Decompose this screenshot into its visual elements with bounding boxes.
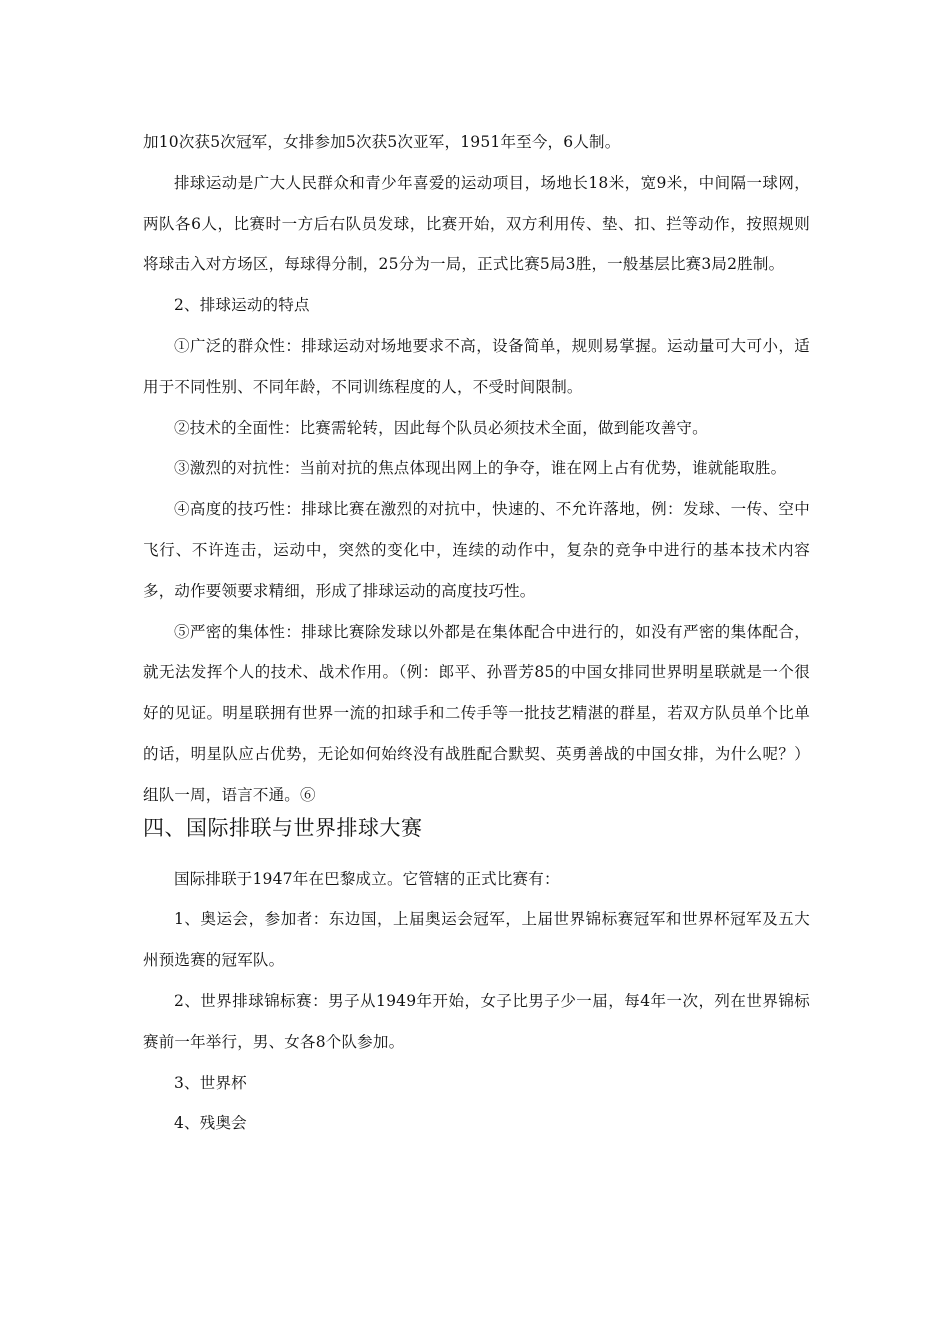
subheading-characteristics: 2、排球运动的特点 xyxy=(174,296,310,315)
list-item-world-championship: 2、世界排球锦标赛：男子从1949年开始，女子比男子少一届，每4年一次，列在世界锦标赛前一年举行，男、女各8个队参加。 xyxy=(143,991,810,1051)
paragraph-feature-4: ④高度的技巧性：排球比赛在激烈的对抗中，快速的、不允许落地，例：发球、一传、空中飞行、不许连击，运动中，突然的变化中，连续的动作中，复杂的竞争中进行的基本技术内容多，动作要领要求精细，形成了排球运动的高度技巧性。 xyxy=(143,500,810,600)
list-item-paralympics: 4、残奥会 xyxy=(174,1114,247,1133)
list-item-world-cup: 3、世界杯 xyxy=(174,1073,247,1092)
paragraph-fivb-intro: 国际排联于1947年在巴黎成立。它管辖的正式比赛有： xyxy=(174,869,560,888)
document-body xyxy=(143,122,810,1144)
paragraph-feature-3: ③激烈的对抗性：当前对抗的焦点体现出网上的争夺，谁在网上占有优势，谁就能取胜。 xyxy=(174,459,787,478)
list-item-olympics: 1、奥运会，参加者：东边国，上届奥运会冠军，上届世界锦标赛冠军和世界杯冠军及五大州预选赛的冠军队。 xyxy=(143,910,810,970)
paragraph-volleyball-intro: 排球运动是广大人民群众和青少年喜爱的运动项目，场地长18米，宽9米，中间隔一球网，两队各6人，比赛时一方后右队员发球，比赛开始，双方利用传、垫、扣、拦等动作，按照规则将球击入对方场区，每球得分制，25分为一局，正式比赛5局3胜，一般基层比赛3局2胜制。 xyxy=(143,173,810,274)
paragraph-feature-1: ①广泛的群众性：排球运动对场地要求不高，设备简单，规则易掌握。运动量可大可小，适用于不同性别、不同年龄，不同训练程度的人，不受时间限制。 xyxy=(143,336,810,396)
paragraph-feature-2: ②技术的全面性：比赛需轮转，因此每个队员必须技术全面，做到能攻善守。 xyxy=(174,418,708,437)
section-heading: 四、国际排联与世界排球大赛 xyxy=(143,815,423,840)
paragraph-continuation: 加10次获5次冠军，女排参加5次获5次亚军，1951年至今，6人制。 xyxy=(143,133,621,151)
paragraph-feature-5: ⑤严密的集体性：排球比赛除发球以外都是在集体配合中进行的，如没有严密的集体配合，就无法发挥个人的技术、战术作用。（例：郎平、孙晋芳85的中国女排同世界明星联就是一个很好的见证。明星联拥有世界一流的扣球手和二传手等一批技艺精湛的群星，若双方队员单个比单的话，明星队应占优势，无论如何始终没有战胜配合默契、英勇善战的中国女排，为什么呢？）组队一周，语言不通。⑥ xyxy=(143,622,810,804)
